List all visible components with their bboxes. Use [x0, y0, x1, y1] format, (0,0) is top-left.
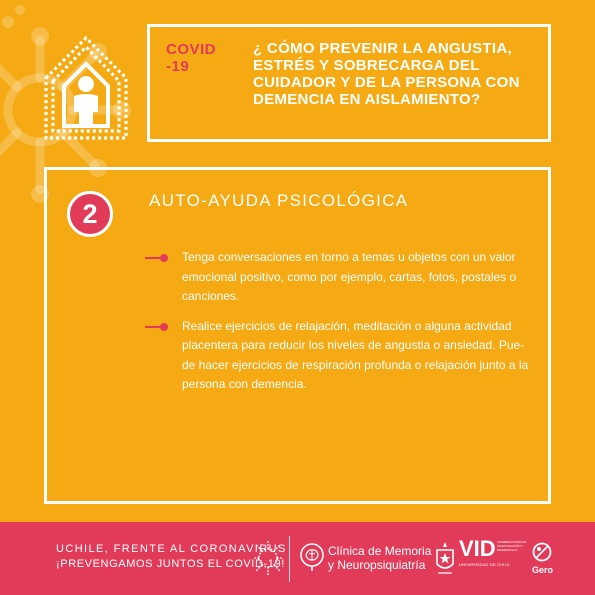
- vid-label: VID: [459, 536, 496, 561]
- clinic-name-line-2: y Neuropsiquiatría: [328, 558, 426, 572]
- house-person-icon: [40, 30, 132, 142]
- vid-description: VICERRECTORÍA DE INVESTIGACIÓN Y DESARROLLO: [497, 540, 527, 552]
- slogan-line-2: ¡PREVENGAMOS JUNTOS EL COVID-19!: [56, 558, 285, 570]
- bullet-marker-icon: [145, 252, 171, 264]
- university-name: UNIVERSIDAD DE CHILE: [459, 562, 510, 567]
- gero-label: Gero: [532, 565, 554, 575]
- covid-tag-text: COVID -19: [166, 41, 217, 75]
- bullet-list: [145, 248, 535, 405]
- slogan-line-1: UCHILE, FRENTE AL CORONAVIRUS: [56, 543, 287, 555]
- section-number-badge: 2: [67, 191, 113, 237]
- bullet-text: Tenga conversaciones en torno a temas u objetos con un valor emocional positivo, como por ejemplo, cartas, fotos, postales o canciones.: [182, 250, 517, 303]
- covid-tag: [166, 41, 236, 75]
- section-title: AUTO-AYUDA PSICOLÓGICA: [149, 191, 409, 210]
- content-box: [44, 167, 551, 504]
- header-box: [147, 24, 551, 142]
- footer-slogan: [56, 542, 287, 572]
- list-item: [145, 248, 535, 307]
- bullet-text: Realice ejercicios de relajación, meditación o alguna actividad placentera para reducir los niveles de angustia o ansiedad. Pue- de hacer ejercicios de respiración profunda o relajación junto a la persona con demencia.: [182, 318, 529, 391]
- gero-logo-icon: [532, 542, 552, 562]
- university-seal-icon: [434, 540, 456, 576]
- clinic-name-line-1: Clínica de Memoria: [328, 544, 432, 558]
- footer-virus-icon: [252, 538, 284, 578]
- page-title: ¿ CÓMO PREVENIR LA ANGUSTIA, ESTRÉS Y SOBRECARGA DEL CUIDADOR Y DE LA PERSONA CON DEMENCIA EN AISLAMIENTO?: [253, 40, 520, 108]
- footer-divider: [289, 536, 290, 582]
- footer-bar: [0, 522, 595, 595]
- clinic-name: [328, 544, 431, 572]
- brain-logo-icon: [299, 542, 325, 572]
- list-item: [145, 317, 535, 395]
- bullet-marker-icon: [145, 321, 171, 333]
